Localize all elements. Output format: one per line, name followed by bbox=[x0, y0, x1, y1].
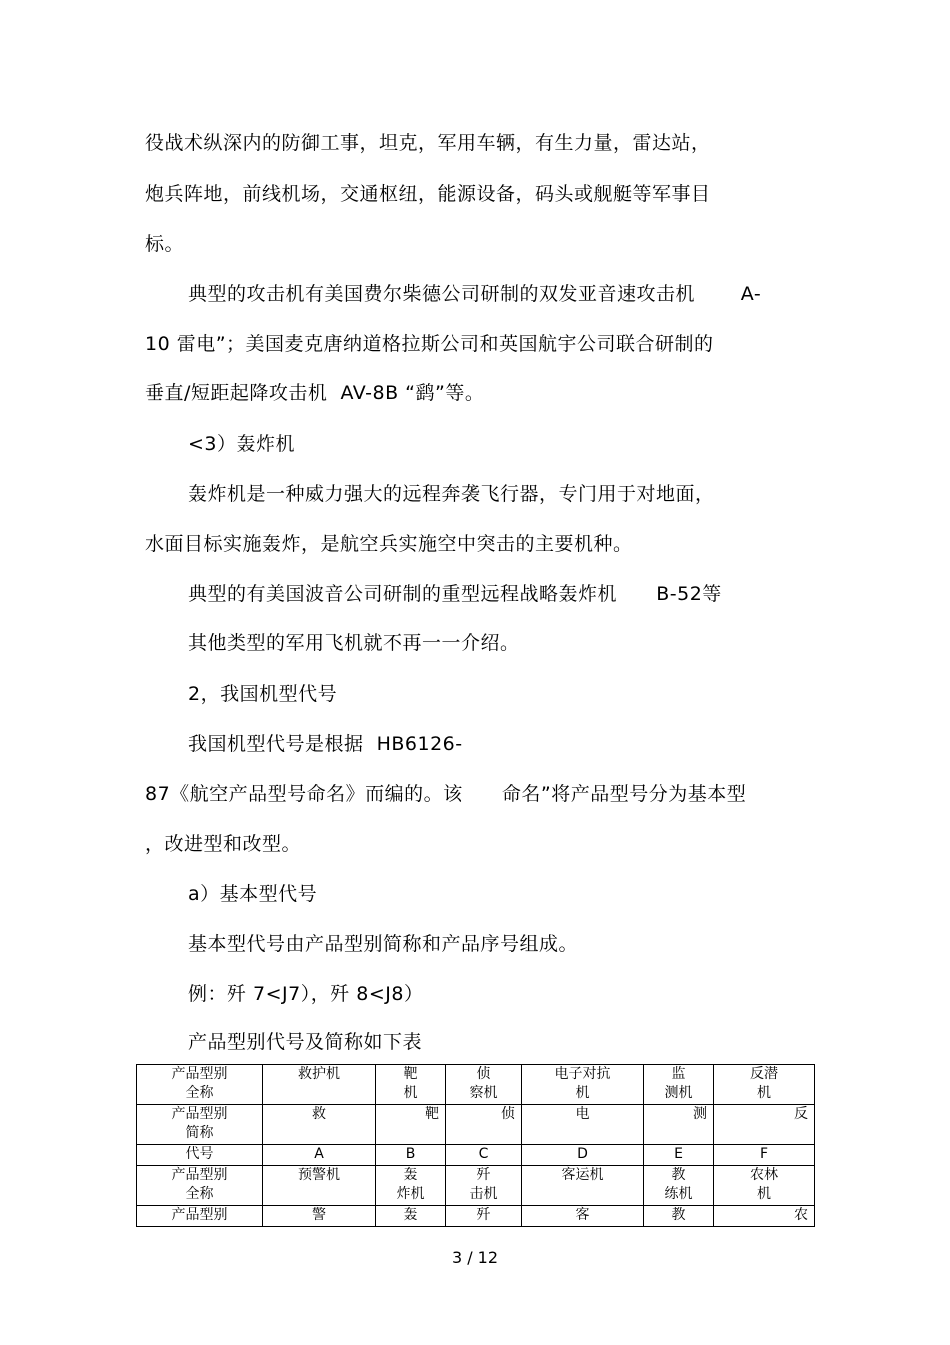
paragraph-line: 例：歼 7<J7），歼 8<J8） bbox=[188, 983, 424, 1005]
table-cell bbox=[644, 1145, 714, 1166]
cell-line: 简称 bbox=[185, 1125, 214, 1141]
cell-line: 反 bbox=[794, 1106, 808, 1122]
table-cell bbox=[644, 1206, 714, 1227]
cell-line: 察机 bbox=[469, 1085, 498, 1101]
cell-line: 救 bbox=[312, 1106, 326, 1122]
table-cell bbox=[376, 1166, 446, 1206]
cell-line: 救护机 bbox=[298, 1066, 340, 1082]
cell-line: 监 bbox=[671, 1066, 686, 1082]
paragraph-line: 其他类型的军用飞机就不再一一介绍。 bbox=[188, 632, 520, 654]
table-row bbox=[137, 1166, 815, 1206]
table-cell bbox=[714, 1105, 815, 1145]
table-cell bbox=[137, 1206, 263, 1227]
paragraph-line: 垂直/短距起降攻击机 AV-8B “鹞”等。 bbox=[145, 382, 485, 404]
table-row bbox=[137, 1065, 815, 1105]
cell-line: 轰 bbox=[403, 1167, 418, 1183]
table-cell bbox=[263, 1145, 376, 1166]
cell-line: 农 bbox=[794, 1207, 808, 1223]
table-cell bbox=[446, 1145, 522, 1166]
table-cell bbox=[263, 1166, 376, 1206]
cell-line: 产品型别 bbox=[171, 1106, 228, 1122]
cell-line: 农林 bbox=[750, 1167, 778, 1183]
paragraph-line: a）基本型代号 bbox=[188, 883, 318, 905]
table-cell bbox=[263, 1206, 376, 1227]
table-row bbox=[137, 1105, 815, 1145]
paragraph-line: 我国机型代号是根据 HB6126- bbox=[188, 733, 463, 755]
cell-line: 全称 bbox=[185, 1186, 214, 1202]
paragraph-line: ，改进型和改型。 bbox=[145, 833, 302, 855]
cell-line: 靶 bbox=[403, 1066, 418, 1082]
cell-line: 练机 bbox=[664, 1186, 693, 1202]
cell-line: 反潜 bbox=[750, 1066, 778, 1082]
paragraph-line: 轰炸机是一种威力强大的远程奔袭飞行器，专门用于对地面， bbox=[188, 483, 715, 505]
paragraph-line: <3）轰炸机 bbox=[188, 433, 296, 455]
table-cell bbox=[522, 1105, 644, 1145]
table-cell bbox=[522, 1065, 644, 1105]
cell-line: 测机 bbox=[664, 1085, 693, 1101]
paragraph-line: 炮兵阵地，前线机场，交通枢纽，能源设备，码头或舰艇等军事目 bbox=[145, 183, 711, 205]
cell-line: 机 bbox=[757, 1186, 771, 1202]
cell-line: F bbox=[759, 1146, 769, 1162]
paragraph-line: 87《航空产品型号命名》而编的。该 命名”将产品型号分为基本型 bbox=[145, 783, 747, 805]
table-cell bbox=[376, 1065, 446, 1105]
cell-line: 侦 bbox=[501, 1106, 515, 1122]
table-cell bbox=[137, 1105, 263, 1145]
cell-line: 击机 bbox=[469, 1186, 498, 1202]
table-cell bbox=[446, 1065, 522, 1105]
table-cell bbox=[376, 1206, 446, 1227]
cell-line: 代号 bbox=[185, 1146, 214, 1162]
cell-line: 炸机 bbox=[396, 1186, 425, 1202]
cell-line: 机 bbox=[757, 1085, 771, 1101]
cell-line: 产品型别 bbox=[171, 1207, 228, 1223]
cell-line: D bbox=[577, 1146, 588, 1162]
cell-line: 轰 bbox=[403, 1207, 418, 1223]
cell-line: A bbox=[314, 1146, 324, 1162]
cell-line: B bbox=[405, 1146, 416, 1162]
table-cell bbox=[137, 1166, 263, 1206]
paragraph-line: 典型的有美国波音公司研制的重型远程战略轰炸机 B-52等 bbox=[188, 583, 722, 605]
page-number: 3 / 12 bbox=[451, 1248, 499, 1267]
cell-line: 歼 bbox=[476, 1207, 491, 1223]
table-cell bbox=[376, 1105, 446, 1145]
table-cell bbox=[376, 1145, 446, 1166]
table-cell bbox=[644, 1105, 714, 1145]
cell-line: 电 bbox=[575, 1106, 590, 1122]
paragraph-line: 产品型别代号及简称如下表 bbox=[188, 1031, 423, 1053]
cell-line: 歼 bbox=[476, 1167, 491, 1183]
table-cell bbox=[644, 1065, 714, 1105]
cell-line: 客运机 bbox=[561, 1167, 604, 1183]
table-cell bbox=[522, 1166, 644, 1206]
table-cell bbox=[137, 1145, 263, 1166]
product-type-table bbox=[136, 1064, 815, 1227]
table-cell bbox=[446, 1166, 522, 1206]
table-cell bbox=[522, 1145, 644, 1166]
table-cell bbox=[522, 1206, 644, 1227]
cell-line: 客 bbox=[575, 1207, 590, 1223]
cell-line: 侦 bbox=[476, 1066, 491, 1082]
table-row bbox=[137, 1206, 815, 1227]
table-cell bbox=[644, 1166, 714, 1206]
table-cell bbox=[714, 1145, 815, 1166]
paragraph-line: 标。 bbox=[145, 233, 185, 255]
cell-line: 预警机 bbox=[298, 1167, 340, 1183]
table-cell bbox=[263, 1105, 376, 1145]
cell-line: 警 bbox=[312, 1207, 326, 1223]
cell-line: E bbox=[674, 1146, 683, 1162]
paragraph-line: 2，我国机型代号 bbox=[188, 683, 338, 705]
table-cell bbox=[714, 1166, 815, 1206]
table-row bbox=[137, 1145, 815, 1166]
cell-line: 全称 bbox=[185, 1085, 214, 1101]
table-cell bbox=[263, 1065, 376, 1105]
table-cell bbox=[714, 1065, 815, 1105]
table-cell bbox=[446, 1105, 522, 1145]
cell-line: 产品型别 bbox=[171, 1066, 228, 1082]
table-cell bbox=[714, 1206, 815, 1227]
cell-line: 靶 bbox=[425, 1106, 439, 1122]
table-cell bbox=[446, 1206, 522, 1227]
cell-line: 教 bbox=[671, 1167, 686, 1183]
cell-line: 机 bbox=[403, 1085, 418, 1101]
cell-line: 测 bbox=[693, 1106, 707, 1122]
cell-line: 产品型别 bbox=[171, 1167, 228, 1183]
paragraph-line: 役战术纵深内的防御工事，坦克，军用车辆，有生力量，雷达站， bbox=[145, 132, 711, 154]
cell-line: C bbox=[478, 1146, 489, 1162]
paragraph-line: 典型的攻击机有美国费尔柴德公司研制的双发亚音速攻击机 A- bbox=[188, 283, 762, 305]
paragraph-line: 水面目标实施轰炸，是航空兵实施空中突击的主要机种。 bbox=[145, 533, 633, 555]
paragraph-line: 基本型代号由产品型别简称和产品序号组成。 bbox=[188, 933, 579, 955]
cell-line: 教 bbox=[671, 1207, 686, 1223]
paragraph-line: 10 雷电”；美国麦克唐纳道格拉斯公司和英国航宇公司联合研制的 bbox=[145, 333, 714, 355]
cell-line: 机 bbox=[575, 1085, 590, 1101]
table-cell bbox=[137, 1065, 263, 1105]
cell-line: 电子对抗 bbox=[554, 1066, 611, 1082]
